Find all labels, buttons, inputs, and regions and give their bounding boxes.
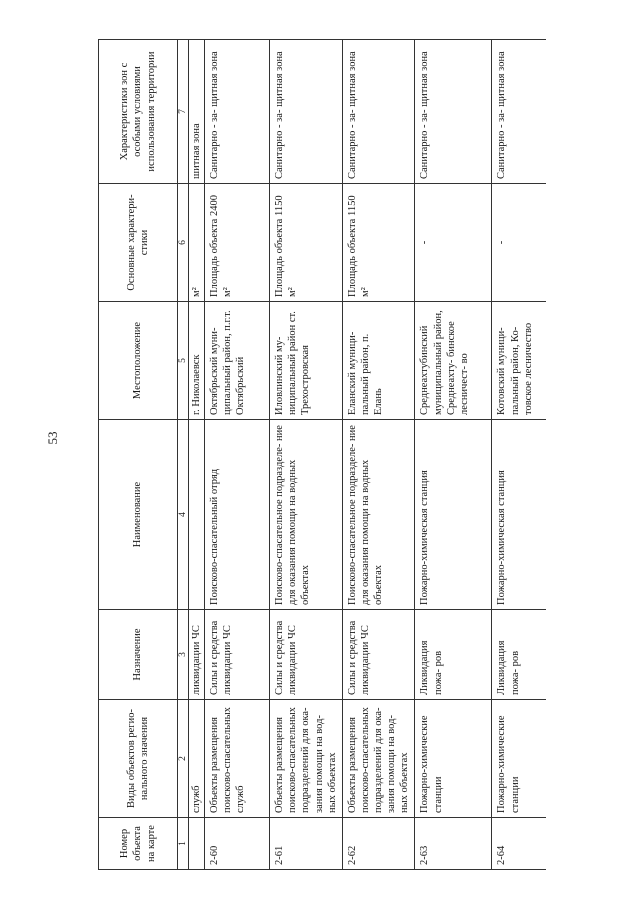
column-number: 7 — [178, 40, 189, 184]
name-cell: Поисково-спасательный отряд — [205, 420, 270, 610]
object-number-cell: 2-64 — [492, 818, 547, 870]
purpose-cell: Ликвидация пожа- ров — [492, 610, 547, 700]
header-object-number: Номер объекта на карте — [99, 818, 178, 870]
table-row — [205, 40, 270, 870]
column-number: 3 — [178, 610, 189, 700]
header-zone: Характеристики зон с особыми условиями использования территории — [99, 40, 178, 184]
object-type-cell: Пожарно-химические станции — [492, 700, 547, 818]
name-cell: Поисково-спасательное подразделе- ние для оказания помощи на водных объектах — [270, 420, 343, 610]
zone-cell: Санитарно - за- щитная зона — [270, 40, 343, 184]
header-object-type: Виды объектов регио- нального значения — [99, 700, 178, 818]
table-cell: шитная зона — [189, 40, 205, 184]
name-cell: Пожарно-химическая станция — [415, 420, 492, 610]
object-type-cell: Объекты размещения поисково-спасательных подразделений для ока- зания помощи на вод- ных объектах — [342, 700, 415, 818]
purpose-cell: Силы и средства ликвидации ЧС — [205, 610, 270, 700]
table-cell — [189, 420, 205, 610]
location-cell: Среднеахтубинский муниципальный район, Среднеахту- бинское лесничест- во — [415, 302, 492, 420]
purpose-cell: Ликвидация пожа- ров — [415, 610, 492, 700]
zone-cell: Санитарно - за- щитная зона — [415, 40, 492, 184]
table-cell: ликвидации ЧС — [189, 610, 205, 700]
name-cell: Пожарно-химическая станция — [492, 420, 547, 610]
objects-table — [98, 39, 546, 870]
object-number-cell: 2-61 — [270, 818, 343, 870]
column-number: 6 — [178, 184, 189, 302]
header-characteristics: Основные характери- стики — [99, 184, 178, 302]
table-cell: г. Николаевск — [189, 302, 205, 420]
object-type-cell: Объекты размещения поисково-спасательных подразделений для ока- зания помощи на вод- ных объектах — [270, 700, 343, 818]
header-location: Местоположение — [99, 302, 178, 420]
table-cell — [189, 818, 205, 870]
object-number-cell: 2-60 — [205, 818, 270, 870]
location-cell: Еланский муници- пальный район, п. Елань — [342, 302, 415, 420]
location-cell: Иловлинский му- ниципальный район ст. Трехостровская — [270, 302, 343, 420]
table-cell: служб — [189, 700, 205, 818]
page-number: 53 — [45, 431, 60, 445]
continuation-row — [189, 40, 205, 870]
table-cell: м² — [189, 184, 205, 302]
object-type-cell: Объекты размещения поисково-спасательных служб — [205, 700, 270, 818]
characteristics-cell: - — [492, 184, 547, 302]
header-purpose: Назначение — [99, 610, 178, 700]
zone-cell: Санитарно - за- щитная зона — [342, 40, 415, 184]
table-row — [342, 40, 415, 870]
column-number: 4 — [178, 420, 189, 610]
name-cell: Поисково-спасательное подразделе- ние для оказания помощи на водных объектах — [342, 420, 415, 610]
column-number: 1 — [178, 818, 189, 870]
object-number-cell: 2-62 — [342, 818, 415, 870]
table-row — [270, 40, 343, 870]
column-number: 2 — [178, 700, 189, 818]
purpose-cell: Силы и средства ликвидации ЧС — [342, 610, 415, 700]
table-row — [492, 40, 547, 870]
zone-cell: Санитарно - за- щитная зона — [492, 40, 547, 184]
characteristics-cell: - — [415, 184, 492, 302]
table-row — [415, 40, 492, 870]
header-name: Наименование — [99, 420, 178, 610]
column-number: 5 — [178, 302, 189, 420]
zone-cell: Санитарно - за- щитная зона — [205, 40, 270, 184]
location-cell: Котовский муници- пальный район, Ко- товское лесничество — [492, 302, 547, 420]
characteristics-cell: Площадь объекта 1150 м² — [270, 184, 343, 302]
object-type-cell: Пожарно-химические станции — [415, 700, 492, 818]
rotated-table-container — [98, 40, 638, 870]
characteristics-cell: Площадь объекта 2400 м² — [205, 184, 270, 302]
characteristics-cell: Площадь объекта 1150 м² — [342, 184, 415, 302]
column-number-row — [178, 40, 189, 870]
purpose-cell: Силы и средства ликвидации ЧС — [270, 610, 343, 700]
table-header-row — [99, 40, 178, 870]
location-cell: Октябрьский муни- ципальный район, п.г.т. Октябрьский — [205, 302, 270, 420]
object-number-cell: 2-63 — [415, 818, 492, 870]
